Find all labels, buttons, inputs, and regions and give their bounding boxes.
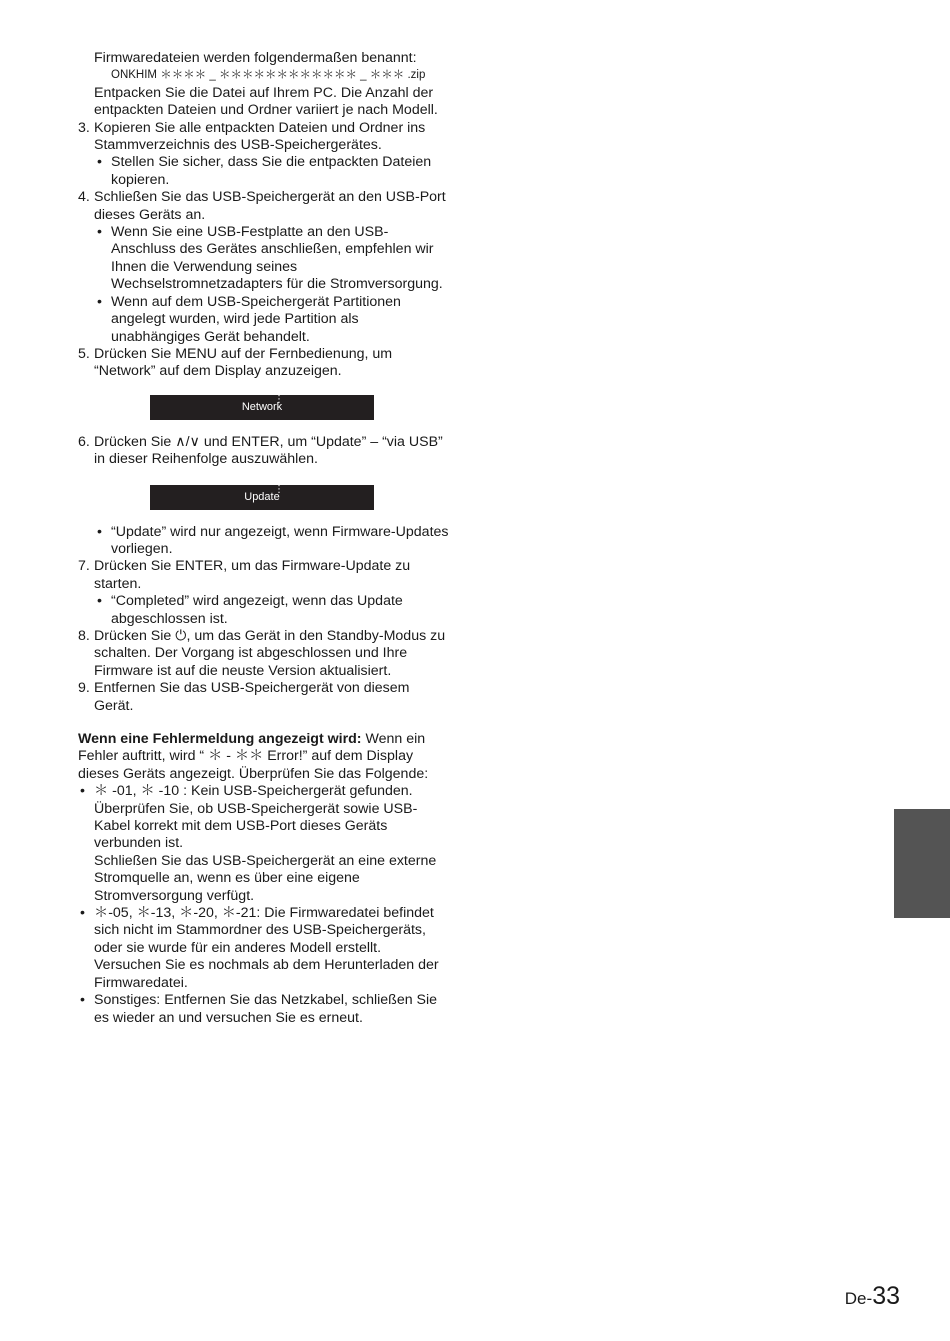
step-text: Drücken Sie ∧/∨ und ENTER, um “Update” – “via USB” in dieser Reihenfolge auszuwählen. [94,433,443,468]
step-6 [78,434,450,469]
error-text: Wenn ein Fehler auftritt, wird “ ＊ - ＊＊ Error!” auf dem Display dieses Geräts angezeigt. Überprüfen Sie das Folgende: [78,731,429,782]
step-number: 6. [78,433,90,450]
step-number: 3. [78,119,90,136]
step-6-bullet: • “Update” wird nur angezeigt, wenn Firmware-Updates vorliegen. [97,523,449,557]
step-3 [78,120,450,155]
naming-text: Firmwaredateien werden folgendermaßen benannt: [94,50,417,66]
step-text: Schließen Sie das USB-Speichergerät an den USB-Port dieses Geräts an. [94,189,446,223]
firmware-filename: ONKHIM ＊＊＊＊ _ ＊＊＊＊＊＊＊＊＊＊＊＊ _ ＊＊＊ .zip [111,69,426,82]
display-network [150,395,374,420]
bullet-icon: • [97,593,102,610]
step-4 [78,189,450,224]
step-8 [78,628,450,680]
page-prefix: De- [844,1289,873,1308]
step-5 [78,346,450,381]
step-4-bullet-1: • Wenn Sie eine USB-Festplatte an den USB-Anschluss des Gerätes anschließen, empfehlen wir Ihnen die Verwendung seines Wechselstromnetzadapters für die Stromversorgung. [97,224,443,293]
error-paragraph [78,731,450,783]
step-text: Drücken Sie ⏻, um das Gerät in den Standby-Modus zu schalten. Der Vorgang ist abgeschlossen und Ihre Firmware ist auf die neuste Version aktualisiert. [94,627,446,679]
step-text: Kopieren Sie alle entpackten Dateien und Ordner ins Stammverzeichnis des USB-Speichergerätes. [94,119,426,154]
more-dots-icon: ⋮ [274,483,284,495]
step-number: 8. [78,627,90,644]
step-7-bullet: • “Completed” wird angezeigt, wenn das Update abgeschlossen ist. [97,593,403,627]
step-number: 7. [78,558,90,575]
display-label: Network [241,400,283,413]
error-bullet-3: • Sonstiges: Entfernen Sie das Netzkabel, schließen Sie es wieder an und versuchen Sie es erneut. [80,992,438,1026]
error-heading: Wenn eine Fehlermeldung angezeigt wird: [78,731,362,747]
display-update [150,485,374,510]
main-column [78,50,450,1027]
step-number: 9. [78,680,90,697]
step-text: Drücken Sie MENU auf der Fernbedienung, um “Network” auf dem Display anzuzeigen. [94,345,393,380]
step-text: Drücken Sie ENTER, um das Firmware-Update zu starten. [94,558,411,592]
bullet-icon: • [97,224,102,241]
step-text: Entfernen Sie das USB-Speichergerät von diesem Gerät. [94,680,410,714]
step-number: 4. [78,189,90,206]
page-number [844,1282,900,1310]
bullet-icon: • [97,154,102,171]
display-label: Update [244,490,280,503]
unpack-text: Entpacken Sie die Datei auf Ihrem PC. Die Anzahl der entpackten Dateien und Ordner variiert je nach Modell. [94,84,438,119]
error-bullet-1: • ＊ -01, ＊ -10 : Kein USB-Speichergerät gefunden. Überprüfen Sie, ob USB-Speichergerät sowie USB-Kabel korrekt mit dem USB-Port dieses Geräts verbunden ist. Schließen Sie das USB-Speichergerät an eine externe Stromquelle an, wenn es über eine eigene Stromversorgung verfügt. [80,783,437,904]
bullet-icon: • [80,783,85,800]
bullet-icon: • [80,992,85,1009]
step-3-bullet: • Stellen Sie sicher, dass Sie die entpackten Dateien kopieren. [97,154,432,188]
bullet-icon: • [97,523,102,540]
error-bullet-2: • ＊-05, ＊-13, ＊-20, ＊-21: Die Firmwaredatei befindet sich nicht im Stammordner des USB-Speichergeräts, oder sie wurde für ein anderes Modell erstellt. Versuchen Sie es nochmals ab dem Herunterladen der Firmwaredatei. [80,905,439,991]
step-number: 5. [78,345,90,362]
step-9 [78,680,450,715]
section-side-tab [894,809,950,918]
step-7 [78,558,450,593]
step-4-bullet-2: • Wenn auf dem USB-Speichergerät Partitionen angelegt wurden, wird jede Partition als unabhängiges Gerät behandelt. [97,293,401,345]
more-dots-icon: ⋮ [274,393,284,405]
error-bullet-1-extra: Schließen Sie das USB-Speichergerät an eine externe Stromquelle an, wenn es über eine eigene Stromversorgung verfügt. [94,852,437,904]
page-number-value: 33 [872,1282,900,1310]
bullet-icon: • [97,293,102,310]
bullet-icon: • [80,905,85,922]
